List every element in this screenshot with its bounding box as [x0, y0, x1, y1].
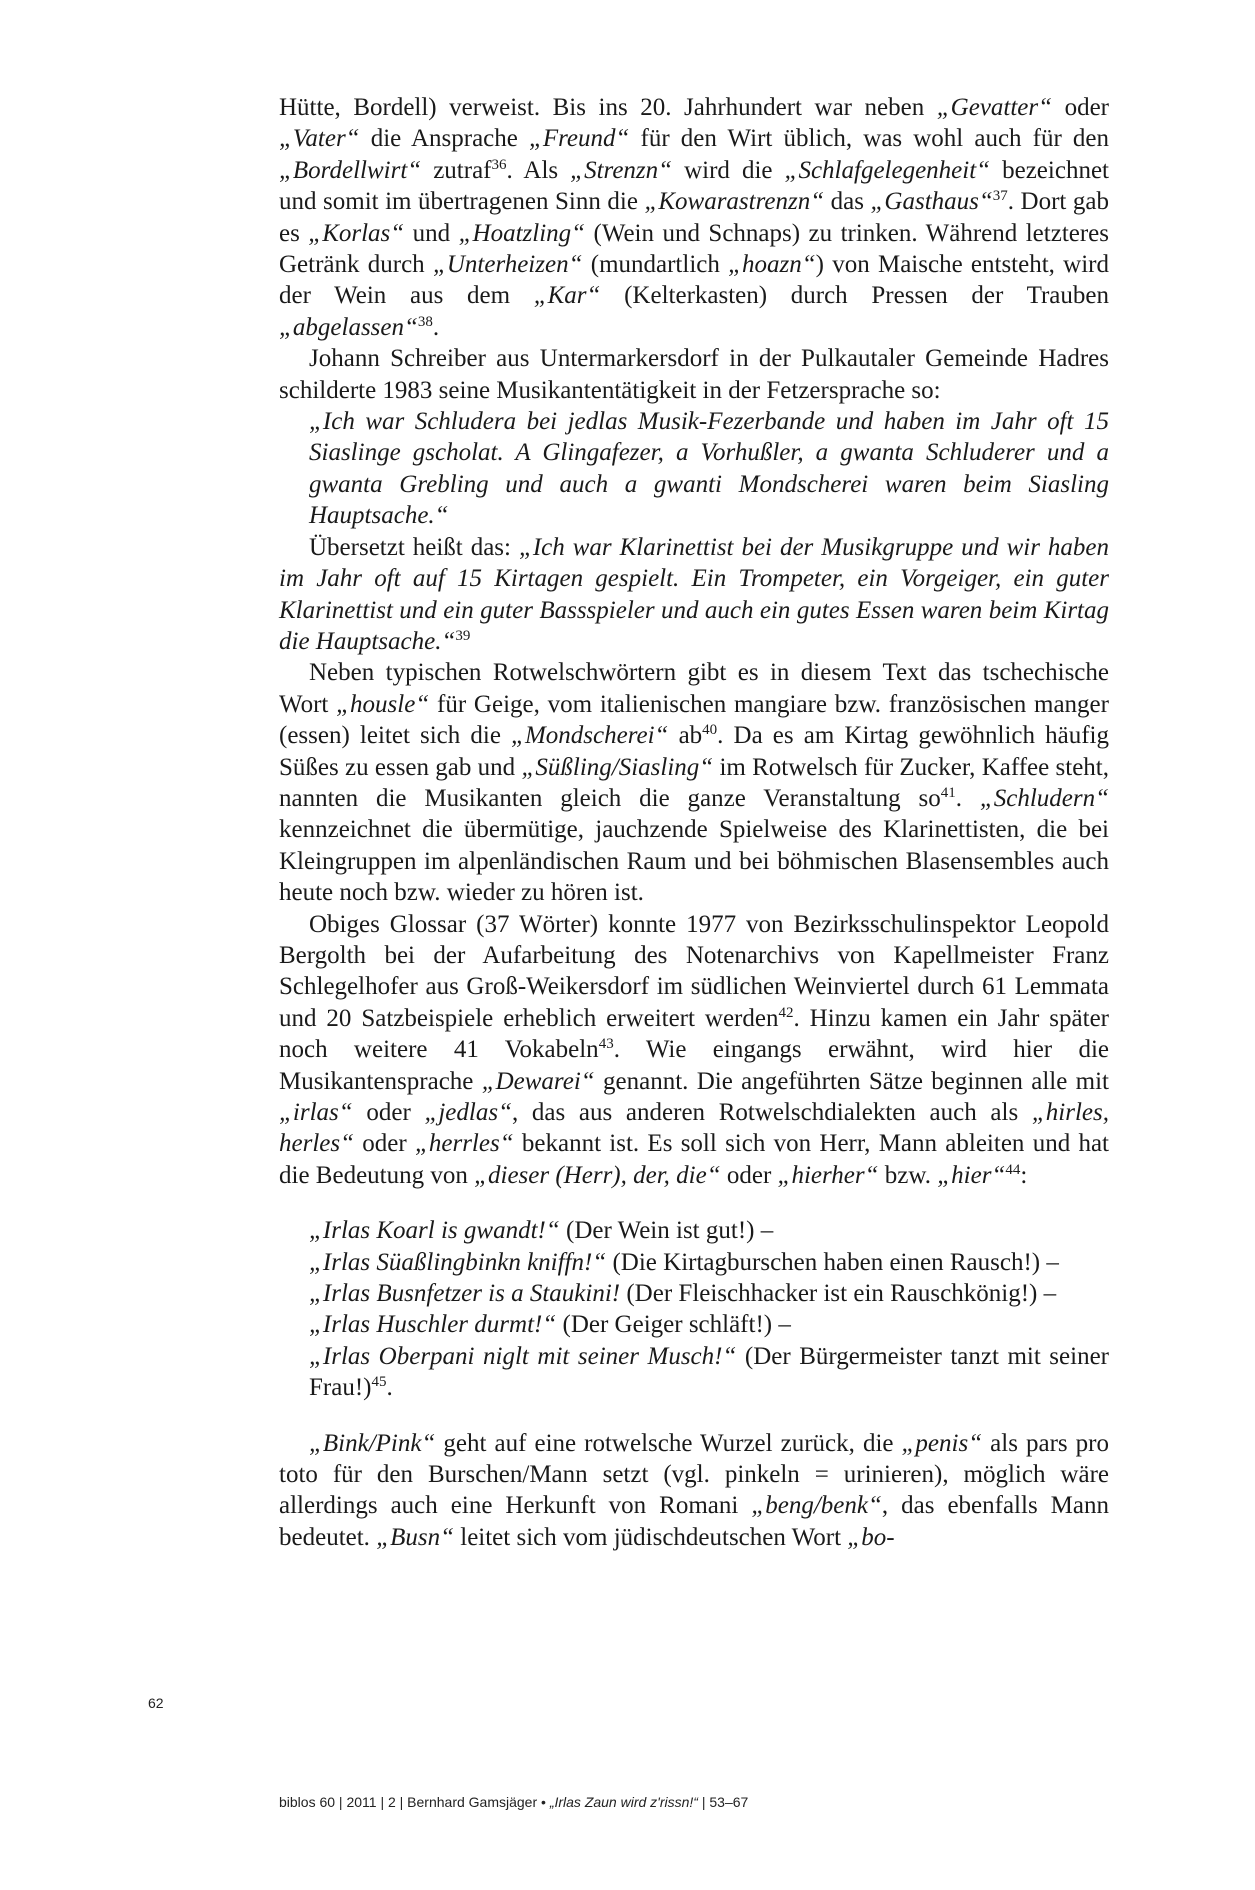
example-sentence: „Irlas Süaßlingbinkn kniffn!“ (Die Kirtagburschen haben einen Rausch!) –	[309, 1248, 1059, 1276]
footnote-ref: 36	[491, 156, 507, 173]
paragraph-6: „Bink/Pink“ geht auf eine rotwelsche Wurzel zurück, die „penis“ als pars pro toto für den Burschen/Mann setzt (vgl. pinkeln = urinieren), möglich wäre allerdings auch eine Herkunft von Romani „beng/benk“, das ebenfalls Mann bedeutet. „Busn“ leitet sich vom jüdischdeutschen Wort „bo-	[279, 1429, 1110, 1551]
paragraph-1: Hütte, Bordell) verweist. Bis ins 20. Jahrhundert war neben „Gevatter“ oder „Vater“ die Ansprache „Freund“ für den Wirt üblich, was wohl auch für den „Bordellwirt“ zutraf$^{36}$. Als „Strenzn“ wird die „Schlafgelegenheit“ bezeichnet und somit im übertragenen Sinn die „Kowarastrenzn“ das „Gasthaus“$^{37}$. Dort gab es „Korlas“ und „Hoatzling“ (Wein und Schnaps) zu trinken. Während letzteres Getränk durch „Unterheizen“ (mundartlich „hoazn“) von Maische entsteht, wird der Wein aus dem „Kar“ (Kelterkasten) durch Pressen der Trauben „abgelassen“$^{38}$.	[279, 94, 1110, 341]
example-sentence: „Irlas Oberpani niglt mit seiner Musch!“ (Der Bürgermeister tanzt mit seiner Frau!)$^{45}$.	[309, 1342, 1109, 1402]
running-footer	[279, 1794, 1109, 1810]
paragraph-2: Johann Schreiber aus Untermarkersdorf in der Pulkautaler Gemeinde Hadres schilderte 1983 seine Musikantentätigkeit in der Fetzersprache so:	[279, 345, 1109, 404]
footnote-ref: 41	[940, 784, 956, 801]
footnote-ref: 37	[992, 188, 1008, 205]
footnote-ref: 38	[417, 313, 433, 330]
example-sentences	[279, 1215, 1109, 1403]
example-sentence: „Irlas Huschler durmt!“ (Der Geiger schläft!) –	[309, 1311, 791, 1339]
footer-article-title: „Irlas Zaun wird z'rissn!“	[549, 1794, 698, 1810]
example-sentence: „Irlas Busnfetzer is a Staukini! (Der Fleischhacker ist ein Rauschkönig!) –	[309, 1280, 1057, 1308]
footnote-ref: 39	[455, 627, 471, 644]
paragraph-5: Obiges Glossar (37 Wörter) konnte 1977 von Bezirksschulinspektor Leopold Bergolth bei der Aufarbeitung des Notenarchivs von Kapellmeister Franz Schlegelhofer aus Groß-Weikersdorf im südlichen Weinviertel durch 61 Lemmata und 20 Satzbeispiele erheblich erweitert werden$^{42}$. Hinzu kamen ein Jahr später noch weitere 41 Vokabeln$^{43}$. Wie eingangs erwähnt, wird hier die Musikantensprache „Dewarei“ genannt. Die angeführten Sätze beginnen alle mit „irlas“ oder „jedlas“, das aus anderen Rotwelschdialekten auch als „hirles, herles“ oder „herrles“ bekannt ist. Es soll sich von Herr, Mann ableiten und hat die Bedeutung von „dieser (Herr), der, die“ oder „hierher“ bzw. „hier“$^{44}$:	[279, 910, 1110, 1189]
paragraph-3: Übersetzt heißt das: „Ich war Klarinettist bei der Musikgruppe und wir haben im Jahr oft auf 15 Kirtagen gespielt. Ein Trompeter, ein Vorgeiger, ein guter Klarinettist und ein guter Bassspieler und auch ein gutes Essen waren beim Kirtag die Hauptsache.“$^{39}$	[279, 533, 1109, 655]
footnote-ref: 45	[371, 1374, 387, 1391]
body-text	[279, 92, 1109, 1553]
paragraph-4: Neben typischen Rotwelschwörtern gibt es in diesem Text das tschechische Wort „housle“ für Geige, vom italienischen mangiare bzw. französischen manger (essen) leitet sich die „Mondscherei“ $ab^{40}$. Da es am Kirtag gewöhnlich häufig Süßes zu essen gab und „Süßling/Siasling“ im Rotwelsch für Zucker, Kaffee steht, nannten die Musikanten gleich die ganze Veranstaltung $so^{41}$. „Schludern“ kennzeichnet die übermütige, jauchzende Spielweise des Klarinettisten, die bei Kleingruppen im alpenländischen Raum und bei böhmischen Blasensembles auch heute noch bzw. wieder zu hören ist.	[279, 659, 1109, 907]
footnote-ref: 43	[598, 1036, 614, 1053]
block-quote: „Ich war Schludera bei jedlas Musik-Fezerbande und haben im Jahr oft 15 Siaslinge gscholat. A Glingafezer, a Vorhußler, a gwanta Schluderer und a gwanta Grebling und auch a gwanti Mondscherei waren beim Siasling Hauptsache.“	[309, 408, 1109, 530]
footnote-ref: 44	[1005, 1161, 1021, 1178]
footnote-ref: 42	[778, 1004, 794, 1021]
page-number: 62	[148, 1695, 164, 1711]
footer-page-range: | 53–67	[697, 1794, 749, 1810]
footnote-ref: 40	[702, 722, 718, 739]
footer-journal-info: biblos 60 | 2011 | 2 | Bernhard Gamsjäger •	[279, 1794, 550, 1810]
example-sentence: „Irlas Koarl is gwandt!“ (Der Wein ist gut!) –	[309, 1217, 774, 1245]
